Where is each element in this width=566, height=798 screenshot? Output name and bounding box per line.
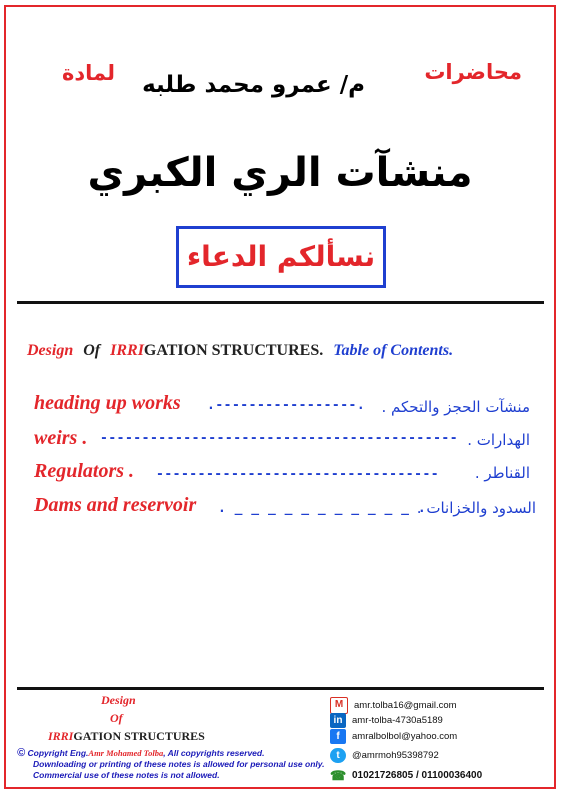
dua-text: نسألكم الدعاء: [186, 240, 376, 273]
contact-phone-text: 01021726805 / 01100036400: [352, 770, 483, 781]
contact-facebook[interactable]: [330, 729, 457, 744]
linkedin-icon: in: [330, 713, 346, 728]
toc-item-ar-1: منشآت الحجز والتحكم .: [381, 398, 530, 416]
copyright-name: Amr Mohamed Tolba: [88, 748, 164, 758]
toc-item-ar-4: السدود والخزانات .: [416, 499, 536, 517]
contact-twitter[interactable]: [330, 748, 439, 763]
copyright-line-3: Commercial use of these notes is not allowed.: [33, 770, 220, 780]
copyright-block: [17, 748, 325, 781]
footer-design: Design: [101, 693, 136, 707]
copyright-line-1: [17, 748, 325, 759]
copyright-icon: ©: [17, 747, 26, 759]
footer-irri: IRRI: [48, 729, 74, 743]
toc-gation: GATION STRUCTURES.: [143, 342, 324, 359]
toc-leader-3: ----------------------------------: [156, 467, 440, 482]
copyright-prefix: Copyright Eng.: [27, 748, 89, 758]
toc-item-en-3: Regulators .: [34, 460, 135, 482]
toc-leader-1: .-----------------.: [207, 398, 366, 413]
contact-phone[interactable]: [330, 768, 482, 783]
toc-item-en-2: weirs .: [34, 427, 88, 449]
phone-icon: ☎: [330, 768, 347, 783]
contact-twitter-text: @amrmoh95398792: [352, 750, 439, 761]
toc-item-ar-2: الهدارات .: [467, 431, 530, 449]
toc-heading: [27, 342, 453, 360]
toc-leader-2: -------------------------------------------: [100, 431, 459, 446]
footer-of: Of: [110, 711, 123, 725]
facebook-icon: f: [330, 729, 346, 744]
contact-facebook-text: amralbolbol@yahoo.com: [352, 731, 458, 742]
toc-item-en-1: heading up works: [34, 392, 181, 414]
toc-item-ar-3: القناطر .: [474, 464, 530, 482]
footer-structures: [48, 729, 205, 744]
toc-design: Design: [27, 342, 74, 359]
contact-email[interactable]: [330, 697, 457, 714]
contact-linkedin[interactable]: [330, 713, 443, 728]
toc-of: Of: [83, 342, 101, 359]
divider-top: [17, 301, 544, 304]
contact-email-text: amr.tolba16@gmail.com: [354, 700, 457, 711]
gmail-icon: M: [330, 697, 348, 714]
lectures-word: محاضرات: [424, 60, 522, 84]
subject-word: لمادة: [62, 61, 116, 85]
toc-leader-4: . _ _ _ _ _ _ _ _ _ _ _ .: [218, 501, 427, 516]
page-title: منشآت الري الكبري: [87, 150, 473, 196]
twitter-icon: t: [330, 748, 346, 763]
author-name: م/ عمرو محمد طلبه: [142, 72, 365, 98]
copyright-suffix: , All copyrights reserved.: [163, 748, 265, 758]
toc-irri: IRRI: [110, 342, 144, 359]
dua-box: [176, 226, 386, 288]
footer-gation: GATION STRUCTURES: [73, 729, 205, 743]
contact-linkedin-text: amr-tolba-4730a5189: [352, 715, 443, 726]
copyright-line-2: Downloading or printing of these notes is allowed for personal use only.: [33, 759, 325, 769]
divider-bottom: [17, 687, 544, 690]
toc-contents: Table of Contents.: [333, 342, 454, 359]
toc-item-en-4: Dams and reservoir: [34, 494, 197, 516]
